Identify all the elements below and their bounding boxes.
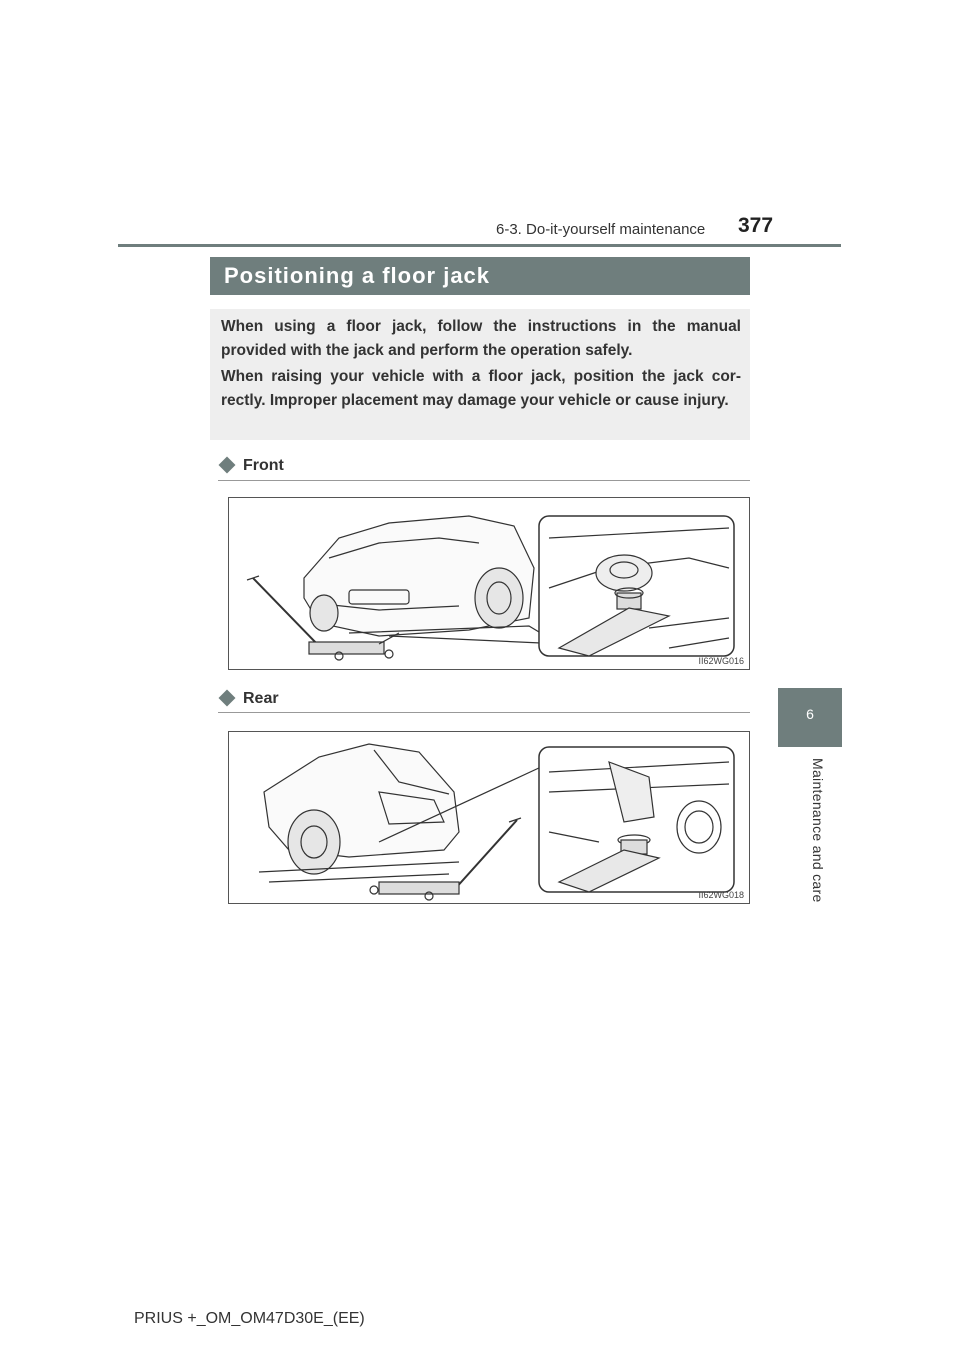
figure-code: II62WG016 — [698, 656, 744, 666]
chapter-tab — [778, 688, 842, 747]
front-jack-illustration — [229, 498, 749, 669]
figure-front — [228, 497, 750, 670]
rear-jack-illustration — [229, 732, 749, 903]
section-heading-front: Front — [218, 457, 284, 475]
diamond-icon — [219, 457, 236, 474]
page-number: 377 — [738, 214, 774, 237]
intro-paragraph-1: When using a floor jack, follow the instructions in the manual provided with the jack and perform the operation safely. — [221, 318, 741, 359]
header-section-title: 6-3. Do-it-yourself maintenance — [496, 221, 706, 238]
chapter-number: 6 — [806, 706, 814, 722]
section-heading-rear: Rear — [218, 690, 279, 708]
title-bar — [210, 257, 750, 295]
diamond-icon — [219, 690, 236, 707]
intro-box — [210, 309, 750, 440]
figure-code: II62WG018 — [698, 890, 744, 900]
section-rule — [218, 712, 750, 713]
header-rule — [118, 244, 841, 247]
section-rule — [218, 480, 750, 481]
figure-rear — [228, 731, 750, 904]
page-title: Positioning a floor jack — [224, 263, 491, 288]
chapter-label: Maintenance and care — [810, 758, 826, 903]
intro-paragraph-2: When raising your vehicle with a floor jack, position the jack cor-rectly. Improper placement may damage your vehicle or cause injury. — [221, 368, 741, 409]
footer-doc-id: PRIUS +_OM_OM47D30E_(EE) — [134, 1310, 365, 1327]
